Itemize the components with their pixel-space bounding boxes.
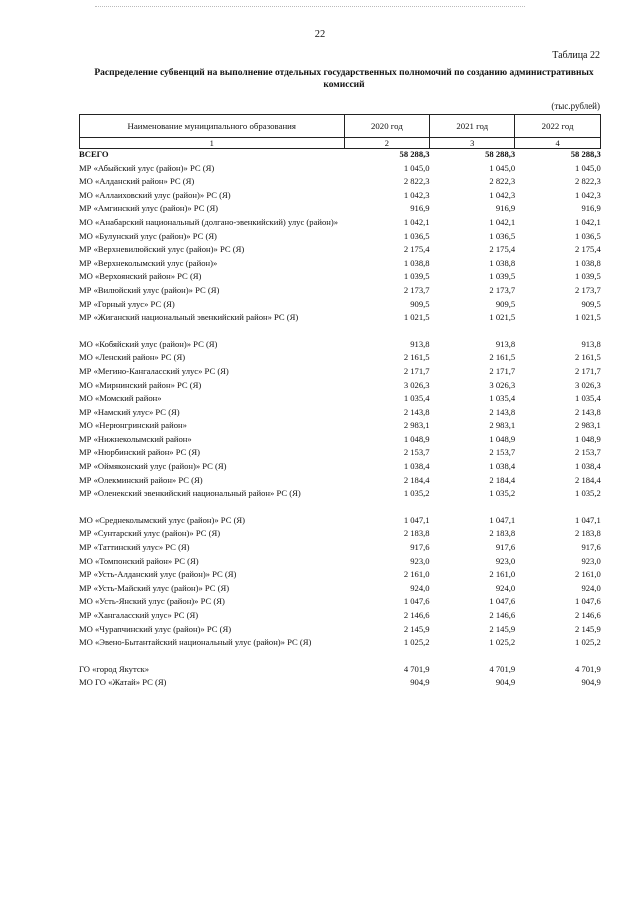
municipality-name: МР «Хангаласский улус» РС (Я) <box>79 610 199 620</box>
value-2022: 916,9 <box>581 203 601 214</box>
value-2022: 913,8 <box>581 338 601 349</box>
value-2022: 1 035,4 <box>575 393 601 404</box>
value-2021: 4 701,9 <box>489 663 516 674</box>
value-2022: 3 026,3 <box>575 379 601 390</box>
top-scan-line <box>95 6 525 7</box>
value-2021: 1 021,5 <box>489 312 516 323</box>
value-2021: 1 039,5 <box>489 271 516 282</box>
value-2022: 1 047,1 <box>575 514 601 525</box>
value-2021: 1 036,5 <box>489 230 516 241</box>
table-row <box>79 676 601 690</box>
value-2021: 2 983,1 <box>489 420 516 431</box>
value-2020: 2 175,4 <box>403 244 430 255</box>
total-2021: 58 288,3 <box>485 149 516 159</box>
value-2021: 909,5 <box>495 298 516 309</box>
value-2021: 1 047,1 <box>489 514 516 525</box>
value-2022: 1 038,8 <box>575 257 601 268</box>
municipality-name: МО ГО «Жатай» РС (Я) <box>79 677 167 688</box>
value-2020: 2 143,8 <box>403 406 430 417</box>
table-row <box>79 189 601 203</box>
municipality-name: МР «Намский улус» РС (Я) <box>79 406 180 417</box>
value-2022: 924,0 <box>581 582 601 593</box>
municipality-name: МР «Абыйский улус (район)» РС (Я) <box>79 162 215 173</box>
municipality-name: МР «Мегино-Кангаласский улус» РС (Я) <box>79 365 229 376</box>
value-2020: 917,6 <box>410 542 430 553</box>
value-2020: 1 045,0 <box>403 162 430 173</box>
table-row <box>79 392 601 406</box>
table-row <box>79 216 601 230</box>
table-header <box>79 114 601 149</box>
value-2021: 1 042,1 <box>489 216 516 227</box>
value-2022: 1 035,2 <box>575 488 601 499</box>
municipality-name: МО «Среднеколымский улус (район)» РС (Я) <box>79 514 246 525</box>
value-2021: 2 171,7 <box>489 365 516 376</box>
value-2022: 1 048,9 <box>575 433 601 444</box>
total-label: ВСЕГО <box>79 149 109 159</box>
municipality-name: МО «Мирнинский район» РС (Я) <box>79 379 202 390</box>
value-2021: 2 183,8 <box>489 528 516 539</box>
header-2021: 2021 год <box>430 115 515 138</box>
table-row <box>79 419 601 433</box>
value-2020: 1 036,5 <box>403 230 430 241</box>
value-2022: 904,9 <box>581 677 601 688</box>
value-2021: 2 145,9 <box>489 623 516 634</box>
value-2021: 913,8 <box>495 338 516 349</box>
table-row <box>79 284 601 298</box>
value-2021: 2 143,8 <box>489 406 516 417</box>
value-2022: 2 161,5 <box>575 352 601 363</box>
value-2021: 1 035,4 <box>489 393 516 404</box>
value-2020: 1 042,3 <box>403 189 430 200</box>
value-2021: 2 161,5 <box>489 352 516 363</box>
value-2021: 2 184,4 <box>489 474 516 485</box>
table-row <box>79 379 601 393</box>
table-row <box>79 609 601 623</box>
table-row <box>79 474 601 488</box>
value-2020: 1 021,5 <box>403 312 430 323</box>
municipality-name: МО «Верхоянский район» РС (Я) <box>79 271 202 282</box>
value-2020: 2 171,7 <box>403 365 430 376</box>
value-2020: 1 048,9 <box>403 433 430 444</box>
table-row <box>79 406 601 420</box>
value-2020: 1 047,6 <box>403 596 430 607</box>
table-row <box>79 555 601 569</box>
value-2022: 2 171,7 <box>575 365 601 376</box>
total-2022: 58 288,3 <box>570 149 601 159</box>
value-2021: 923,0 <box>495 555 516 566</box>
municipality-name: МО «Чурапчинский улус (район)» РС (Я) <box>79 623 232 634</box>
municipality-name: МО «Аллаиховский улус (район)» РС (Я) <box>79 189 231 200</box>
value-2022: 1 047,6 <box>575 596 601 607</box>
value-2020: 1 038,4 <box>403 461 430 472</box>
value-2022: 1 038,4 <box>575 461 601 472</box>
value-2022: 1 045,0 <box>575 162 601 173</box>
value-2020: 1 035,2 <box>403 488 430 499</box>
value-2022: 2 983,1 <box>575 420 601 431</box>
value-2020: 924,0 <box>410 582 430 593</box>
value-2022: 917,6 <box>581 542 601 553</box>
value-2022: 2 153,7 <box>575 447 601 458</box>
value-2022: 2 161,0 <box>575 569 601 580</box>
value-2020: 904,9 <box>410 677 430 688</box>
municipality-name: МО «Эвено-Бытантайский национальный улус (район)» РС (Я) <box>79 637 312 648</box>
total-2020: 58 288,3 <box>399 149 430 159</box>
group-3 <box>79 514 601 650</box>
municipality-name: МР «Оленекский эвенкийский национальный район» РС (Я) <box>79 488 301 499</box>
value-2022: 1 042,3 <box>575 189 601 200</box>
table-row <box>79 623 601 637</box>
value-2022: 2 184,4 <box>575 474 601 485</box>
value-2021: 2 153,7 <box>489 447 516 458</box>
municipality-name: МР «Верхневилюйский улус (район)» РС (Я) <box>79 244 245 255</box>
municipality-name: МР «Усть-Майский улус (район)» РС (Я) <box>79 582 230 593</box>
header-num-4: 4 <box>515 138 601 149</box>
table-row <box>79 514 601 528</box>
value-2020: 2 161,0 <box>403 569 430 580</box>
group-spacer <box>79 501 601 514</box>
table-row <box>79 582 601 596</box>
municipality-name: МО «Томпонский район» РС (Я) <box>79 555 199 566</box>
table-row <box>79 568 601 582</box>
value-2020: 916,9 <box>410 203 430 214</box>
value-2021: 3 026,3 <box>489 379 516 390</box>
value-2020: 1 042,1 <box>403 216 430 227</box>
municipality-name: МР «Жиганский национальный эвенкийский район» РС (Я) <box>79 312 299 323</box>
value-2020: 1 039,5 <box>403 271 430 282</box>
value-2020: 2 822,3 <box>403 176 430 187</box>
value-2020: 2 145,9 <box>403 623 430 634</box>
value-2021: 2 175,4 <box>489 244 516 255</box>
table-row <box>79 243 601 257</box>
value-2020: 2 173,7 <box>403 284 430 295</box>
group-1 <box>79 162 601 325</box>
value-2021: 917,6 <box>495 542 516 553</box>
table-title: Распределение субвенций на выполнение отдельных государственных полномочий по созданию административных комиссий <box>94 68 594 90</box>
value-2020: 923,0 <box>410 555 430 566</box>
municipality-name: МР «Вилюйский улус (район)» РС (Я) <box>79 284 220 295</box>
table-row <box>79 595 601 609</box>
table-row <box>79 446 601 460</box>
table-label: Таблица 22 <box>552 50 600 61</box>
value-2022: 2 143,8 <box>575 406 601 417</box>
table-row <box>79 663 601 677</box>
value-2020: 913,8 <box>410 338 430 349</box>
page-number: 22 <box>314 29 326 40</box>
municipality-name: МО «Алданский район» РС (Я) <box>79 176 195 187</box>
municipality-name: МО «Усть-Янский улус (район)» РС (Я) <box>79 596 225 607</box>
table-row <box>79 202 601 216</box>
value-2020: 3 026,3 <box>403 379 430 390</box>
table-row <box>79 230 601 244</box>
value-2022: 1 039,5 <box>575 271 601 282</box>
value-2022: 2 822,3 <box>575 176 601 187</box>
table-row <box>79 460 601 474</box>
municipality-name: МО «Ленский район» РС (Я) <box>79 352 186 363</box>
value-2020: 1 035,4 <box>403 393 430 404</box>
municipality-name: МР «Сунтарский улус (район)» РС (Я) <box>79 528 221 539</box>
value-2022: 2 173,7 <box>575 284 601 295</box>
value-2020: 909,5 <box>410 298 430 309</box>
municipality-name: МР «Усть-Алданский улус (район)» РС (Я) <box>79 569 237 580</box>
group-spacer <box>79 650 601 663</box>
municipality-name: МР «Нюрбинский район» РС (Я) <box>79 447 200 458</box>
table-row <box>79 175 601 189</box>
municipality-name: МР «Таттинский улус» РС (Я) <box>79 542 190 553</box>
value-2020: 2 153,7 <box>403 447 430 458</box>
municipality-name: МО «Анабарский национальный (долгано-эвенкийский) улус (район)» <box>79 216 339 227</box>
value-2021: 2 146,6 <box>489 610 516 620</box>
municipality-name: МО «Момский район» <box>79 393 162 404</box>
value-2022: 909,5 <box>581 298 601 309</box>
value-2021: 2 822,3 <box>489 176 516 187</box>
value-2021: 1 038,8 <box>489 257 516 268</box>
value-2022: 1 025,2 <box>575 637 601 648</box>
municipality-name: МР «Оймяконский улус (район)» РС (Я) <box>79 461 227 472</box>
value-2021: 924,0 <box>495 582 516 593</box>
table-row <box>79 433 601 447</box>
table-row <box>79 298 601 312</box>
value-2021: 904,9 <box>495 677 516 688</box>
value-2022: 1 036,5 <box>575 230 601 241</box>
value-2022: 2 145,9 <box>575 623 601 634</box>
group-4 <box>79 663 601 690</box>
value-2021: 1 038,4 <box>489 461 516 472</box>
value-2020: 1 047,1 <box>403 514 430 525</box>
value-2021: 1 045,0 <box>489 162 516 173</box>
table-body <box>79 148 601 690</box>
table-row <box>79 338 601 352</box>
value-2022: 1 042,1 <box>575 216 601 227</box>
value-2020: 1 025,2 <box>403 637 430 648</box>
value-2020: 2 184,4 <box>403 474 430 485</box>
value-2022: 2 146,6 <box>575 610 601 620</box>
value-2021: 2 173,7 <box>489 284 516 295</box>
municipality-name: МО «Нерюнгринский район» <box>79 420 187 431</box>
total-row <box>79 148 601 162</box>
municipality-name: МР «Горный улус» РС (Я) <box>79 298 175 309</box>
value-2020: 2 146,6 <box>403 610 430 620</box>
header-num-3: 3 <box>430 138 515 149</box>
header-2022: 2022 год <box>515 115 601 138</box>
table-row <box>79 365 601 379</box>
value-2021: 1 025,2 <box>489 637 516 648</box>
group-2 <box>79 338 601 501</box>
units-label: (тыс.рублей) <box>551 101 600 111</box>
value-2020: 2 183,8 <box>403 528 430 539</box>
table-row <box>79 270 601 284</box>
value-2021: 1 042,3 <box>489 189 516 200</box>
table-row <box>79 527 601 541</box>
value-2020: 2 983,1 <box>403 420 430 431</box>
table-row <box>79 541 601 555</box>
municipality-name: МР «Олекминский район» РС (Я) <box>79 474 203 485</box>
value-2021: 2 161,0 <box>489 569 516 580</box>
municipality-name: ГО «город Якутск» <box>79 663 150 674</box>
value-2020: 1 038,8 <box>403 257 430 268</box>
municipality-name: МР «Нижнеколымский район» <box>79 433 192 444</box>
table-row <box>79 636 601 650</box>
group-spacer <box>79 325 601 338</box>
value-2021: 1 048,9 <box>489 433 516 444</box>
value-2021: 916,9 <box>495 203 516 214</box>
value-2022: 1 021,5 <box>575 312 601 323</box>
table-row <box>79 351 601 365</box>
value-2022: 2 175,4 <box>575 244 601 255</box>
value-2022: 2 183,8 <box>575 528 601 539</box>
municipality-name: МР «Амгинский улус (район)» РС (Я) <box>79 203 219 214</box>
value-2021: 1 047,6 <box>489 596 516 607</box>
header-num-2: 2 <box>344 138 430 149</box>
table-row <box>79 487 601 501</box>
table-row <box>79 162 601 176</box>
municipality-name: МО «Булунский улус (район)» РС (Я) <box>79 230 217 241</box>
value-2022: 4 701,9 <box>575 663 601 674</box>
municipality-name: МО «Кобяйский улус (район)» РС (Я) <box>79 338 218 349</box>
value-2020: 2 161,5 <box>403 352 430 363</box>
value-2021: 1 035,2 <box>489 488 516 499</box>
table-row <box>79 311 601 325</box>
header-num-1: 1 <box>80 138 345 149</box>
value-2020: 4 701,9 <box>403 663 430 674</box>
table-row <box>79 257 601 271</box>
header-2020: 2020 год <box>344 115 430 138</box>
municipality-name: МР «Верхнеколымский улус (район)» <box>79 257 218 268</box>
value-2022: 923,0 <box>581 555 601 566</box>
header-name: Наименование муниципального образования <box>80 115 345 138</box>
